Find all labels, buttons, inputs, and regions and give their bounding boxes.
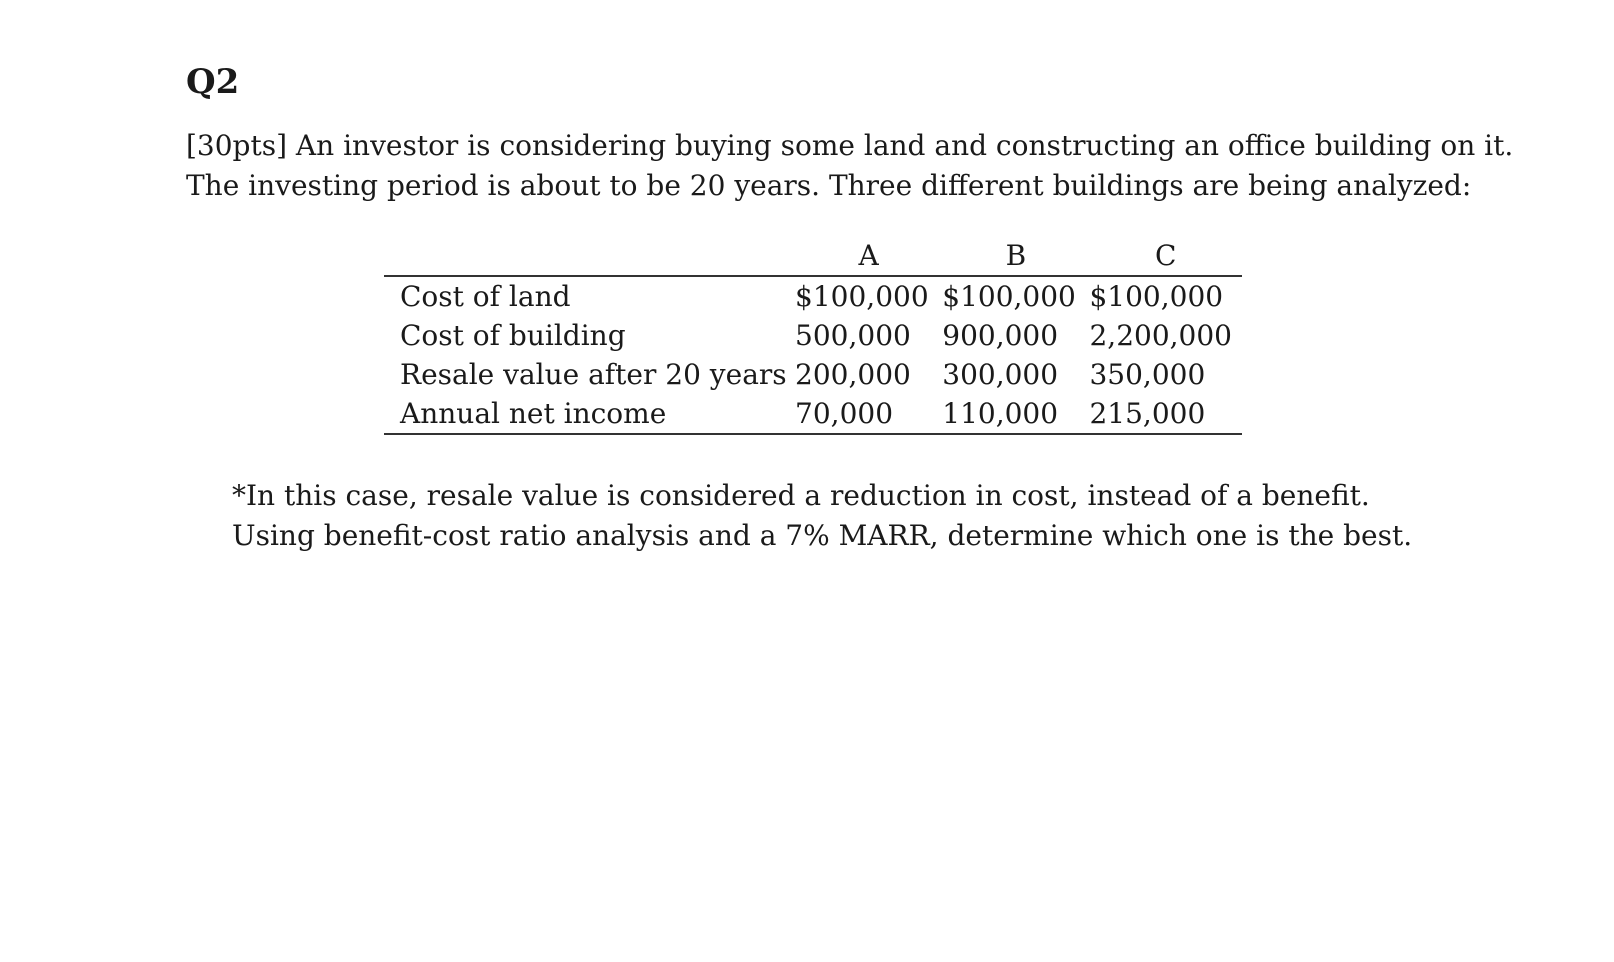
table-row xyxy=(384,394,1242,434)
cell-value: 110,000 xyxy=(942,394,1089,434)
row-label: Resale value after 20 years xyxy=(400,358,787,391)
cell-value: 500,000 xyxy=(795,319,911,352)
cell-value: 300,000 xyxy=(942,358,1059,391)
note-line: *In this case, resale value is considered a reduction in cost, instead of a benefit. xyxy=(232,479,1370,512)
row-label: Cost of land xyxy=(400,280,571,313)
cell-value: 350,000 xyxy=(1089,358,1206,391)
cell-value: 200,000 xyxy=(795,358,911,391)
row-label: Cost of building xyxy=(400,319,626,352)
header-blank-cell xyxy=(384,236,795,276)
cell-value: $100,000 xyxy=(1089,280,1224,313)
intro-line: The investing period is about to be 20 years. Three different buildings are being analyzed: xyxy=(186,169,1472,202)
table-row xyxy=(384,316,1242,355)
cell-value: 2,200,000 xyxy=(1089,319,1232,352)
note-line: Using benefit-cost ratio analysis and a 7% MARR, determine which one is the best. xyxy=(232,519,1413,552)
cell-value: 215,000 xyxy=(1089,394,1242,434)
alternatives-table xyxy=(384,236,1242,435)
question-notes xyxy=(232,476,1532,556)
question-heading: Q2 xyxy=(186,62,240,102)
cell-value: $100,000 xyxy=(942,280,1076,313)
cell-value: $100,000 xyxy=(795,280,929,313)
table-header-row xyxy=(384,236,1242,276)
column-header-c: C xyxy=(1089,236,1242,276)
intro-line: [30pts] An investor is considering buying some land and constructing an office building on it. xyxy=(186,129,1514,162)
table-row xyxy=(384,276,1242,316)
cell-value: 70,000 xyxy=(795,394,942,434)
cell-value: 900,000 xyxy=(942,319,1059,352)
table-row xyxy=(384,355,1242,394)
row-label: Annual net income xyxy=(384,394,795,434)
column-header-a: A xyxy=(795,236,942,276)
column-header-b: B xyxy=(942,236,1089,276)
question-intro xyxy=(186,126,1514,206)
